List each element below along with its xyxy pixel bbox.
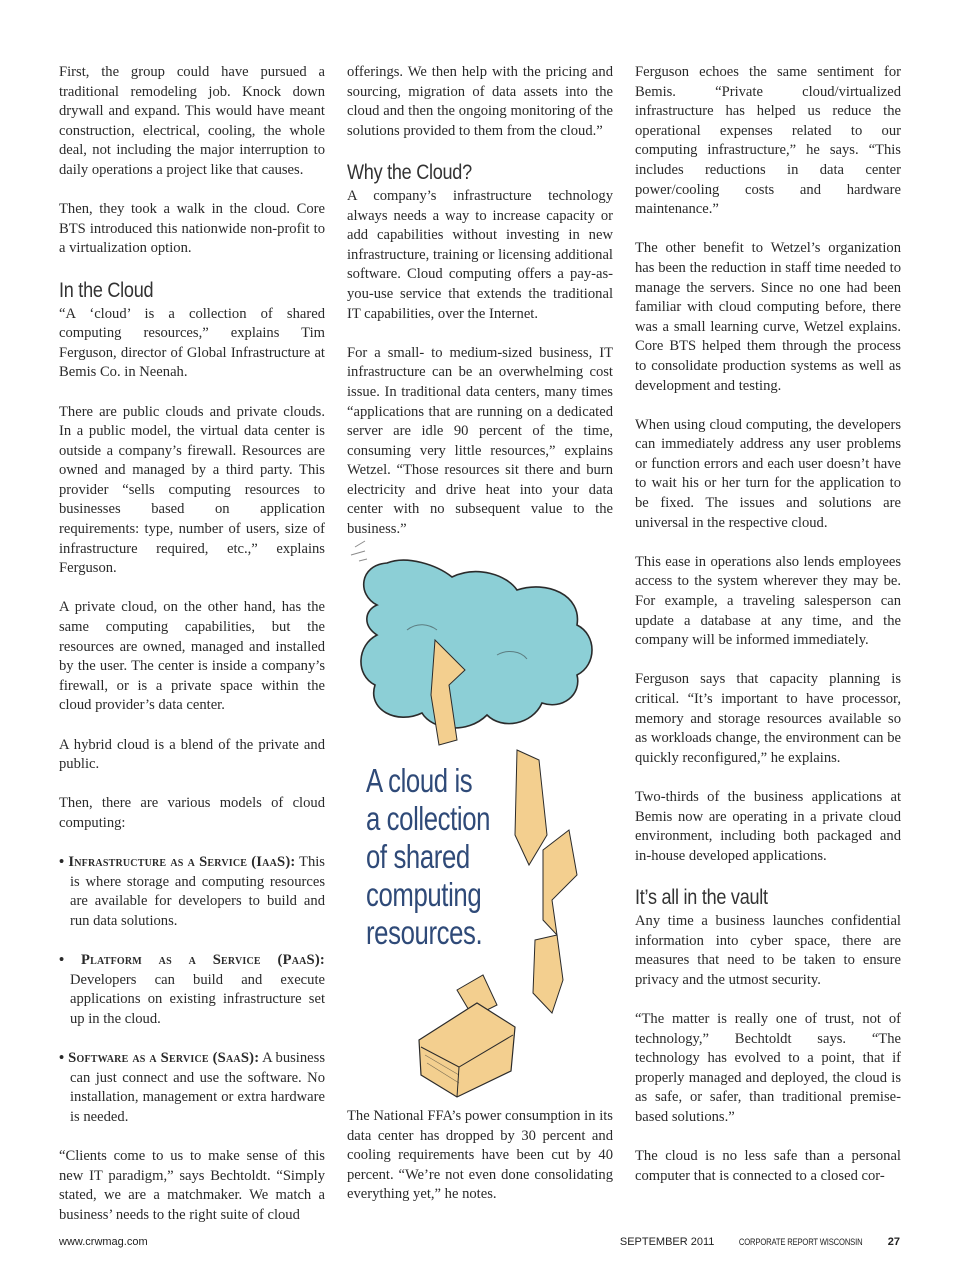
bullet-text: This is where storage and computing resources are available for developers to build and run data solutions. — [70, 854, 325, 929]
footer-folio — [620, 1236, 900, 1248]
bullet-heading: • Software as a Service (SaaS): — [59, 1050, 260, 1067]
column-2-bottom — [347, 1107, 613, 1205]
page-number: 27 — [887, 1236, 900, 1248]
bullet-text: Developers can build and execute applications on existing infrastructure set up in the cloud. — [70, 971, 325, 1027]
bullet-text: A business can just connect and use the software. No installation, management or extra hardware is needed. — [70, 1050, 325, 1125]
paragraph: Two-thirds of the business applications at Bemis now are operating in a private cloud environment, including both packaged and in-house developed applications. — [635, 788, 901, 864]
paragraph: “The matter is really one of trust, not of technology,” Bechtoldt says. “The technology has evolved to a point, that if properly managed and deployed, the cloud is as safe, or safer, than traditional premise-based solutions.” — [635, 1010, 901, 1125]
paragraph: Ferguson says that capacity planning is critical. “It’s important to have processor, memory and storage resources available so as workloads change, the environment can be quickly reconfigured,” he explains. — [635, 671, 901, 766]
cloud-shape — [361, 560, 592, 728]
paragraph: First, the group could have pursued a traditional remodeling job. Knock down drywall and expand. This would have meant construction, electrical, cooling, the whole deal, not including the major interruption to daily operations a project like that causes. — [59, 64, 325, 178]
paragraph: There are public clouds and private clouds. In a public model, the virtual data center is outside a company’s firewall. Resources are owned and managed by a third party. This provider “sells computing resources to businesses based on application requirements: type, number of users, size of infrastructure required, etc.,” explains Ferguson. — [59, 403, 325, 577]
section-heading-why-the-cloud: Why the Cloud? — [347, 160, 472, 184]
column-3 — [635, 63, 901, 1206]
paragraph: The National FFA’s power consumption in its data center has dropped by 30 percent and cooling requirements have been cut by 40 percent. “We’re not even done consolidating everything yet,” he notes. — [347, 1108, 613, 1203]
bullet-heading: • Infrastructure as a Service (IaaS): — [59, 854, 296, 871]
paragraph: Then, they took a walk in the cloud. Core BTS introduced this nationwide non-profit to a virtualization option. — [59, 201, 325, 257]
pull-quote-line: A cloud is — [366, 762, 473, 799]
paragraph: When using cloud computing, the developers can immediately address any user problems or function errors and each user doesn’t have to wait his or her turn for the application to be fixed. The issues and solutions are universal in the respective cloud. — [635, 416, 901, 531]
bullet-saas — [59, 1049, 325, 1127]
pull-quote — [366, 762, 499, 952]
paper-sheet — [533, 935, 563, 1013]
paragraph: “A ‘cloud’ is a collection of shared computing resources,” explains Tim Ferguson, director of Global Infrastructure at Bemis Co. in Neenah. — [59, 305, 325, 381]
bullet-heading: • Platform as a Service (PaaS): — [59, 952, 325, 969]
paragraph: For a small- to medium-sized business, IT infrastructure can be an overwhelming cost issue. In traditional data centers, many times “applications that are running on a dedicated server are idle 90 percent of the time, consuming very little resources,” explains Wetzel. “Those resources sit there and burn electricity and drive heat into your data center with no subsequent value to the business.” — [347, 344, 613, 538]
column-1 — [59, 63, 325, 1245]
footer-url: www.crwmag.com — [59, 1236, 148, 1248]
paragraph: The other benefit to Wetzel’s organization has been the reduction in staff time needed to manage the servers. Since no one had been familiar with cloud computing before, there was a small learning curve, Wetzel explains. Core BTS helped them through the process to consolidate production systems as well as development and testing. — [635, 240, 901, 394]
section-heading-its-all-in-the-vault: It’s all in the vault — [635, 885, 768, 909]
paper-sheet — [543, 830, 577, 935]
paragraph: Then, there are various models of cloud computing: — [59, 795, 325, 831]
bullet-paas — [59, 951, 325, 1029]
paragraph: This ease in operations also lends employees access to the system wherever they may be. For example, a traveling salesperson can update a database at any time, and the company will be informed immediately. — [635, 553, 901, 649]
paper-sheet — [515, 750, 547, 865]
paragraph: Ferguson echoes the same sentiment for Bemis. “Private cloud/virtualized infrastructure has helped us reduce the operational expenses related to our computing infrastructure,” he says. “This includes reductions in data center power/cooling costs and hardware maintenance.” — [635, 64, 901, 218]
pull-quote-line: a collection — [366, 800, 491, 837]
paragraph: A hybrid cloud is a blend of the private and public. — [59, 736, 325, 773]
footer-date: SEPTEMBER 2011 — [619, 1236, 715, 1248]
paragraph: “Clients come to us to make sense of this new IT paradigm,” says Bechtoldt. “Simply stated, we are a matchmaker. We match a business’ needs to the right suite of cloud — [59, 1148, 325, 1223]
paper-stack — [419, 1003, 515, 1097]
pull-quote-line: of shared — [366, 838, 470, 875]
paragraph: offerings. We then help with the pricing and sourcing, migration of data assets into the cloud and then the ongoing monitoring of the solutions provided to them from the cloud.” — [347, 64, 613, 139]
footer-magazine-name: CORPORATE REPORT WISCONSIN — [739, 1237, 863, 1247]
pull-quote-line: computing — [366, 876, 482, 913]
paragraph: The cloud is no less safe than a personal computer that is connected to a closed cor- — [635, 1148, 901, 1184]
column-2 — [347, 63, 613, 559]
paragraph: A private cloud, on the other hand, has the same computing capabilities, but the resources are owned, managed and installed by the user. The center is inside a company’s firewall, or is a private space within the cloud provider’s data center. — [59, 599, 325, 714]
paragraph: A company’s infrastructure technology always needs a way to increase capacity or add capabilities without investing in new infrastructure, training or licensing additional software. Cloud computing offers a pay-as-you-use service that extends the traditional IT capabilities, over the Internet. — [347, 187, 613, 322]
pull-quote-line: resources. — [366, 914, 483, 951]
bullet-iaas — [59, 853, 325, 931]
section-heading-in-the-cloud: In the Cloud — [59, 278, 154, 302]
paragraph: Any time a business launches confidential information into cyber space, there are measures that need to be taken to ensure privacy and the utmost security. — [635, 912, 901, 988]
